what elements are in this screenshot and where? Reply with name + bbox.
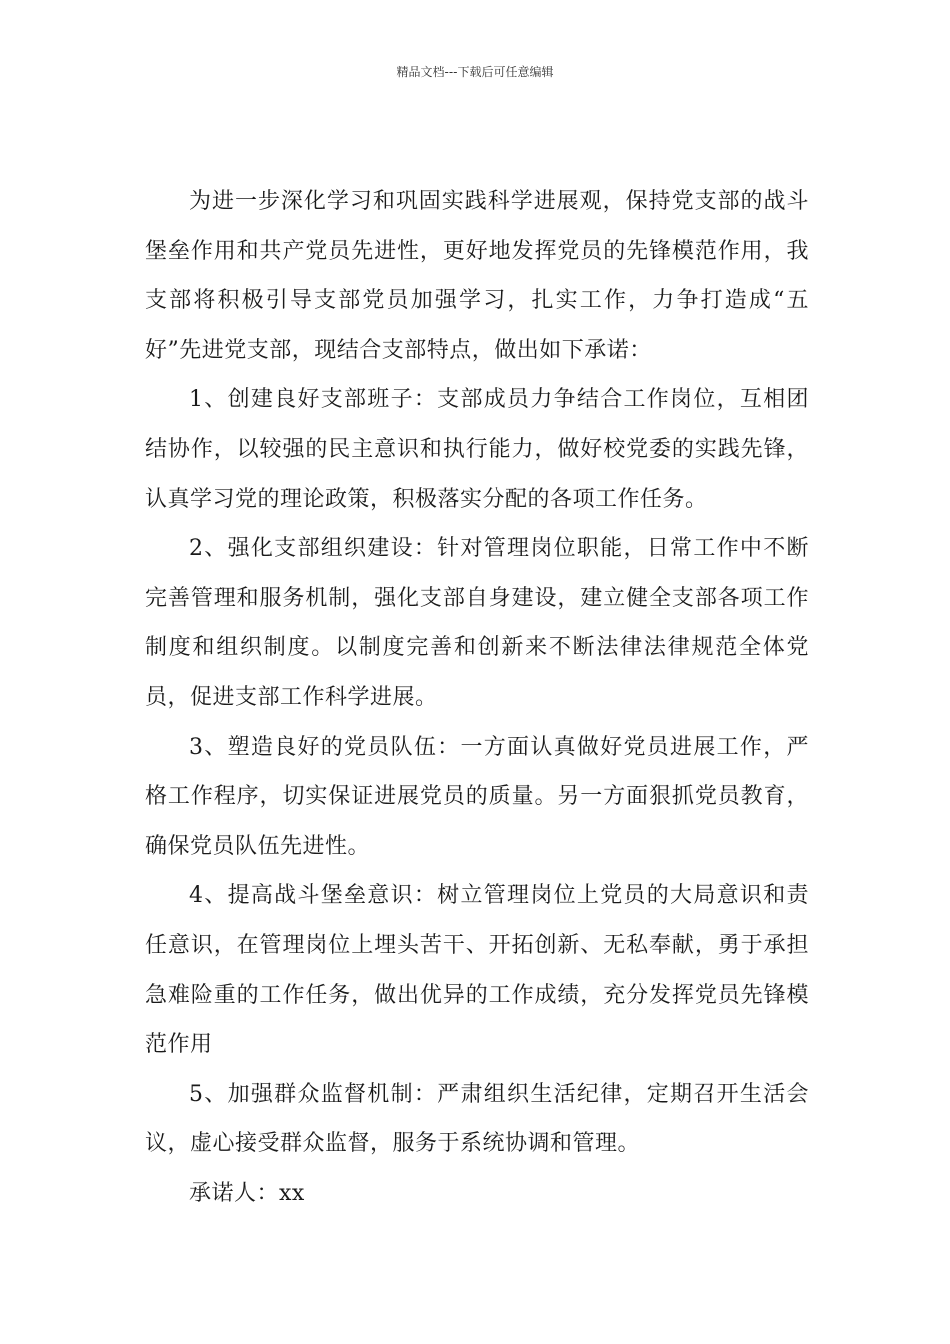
commitment-item-1: 1、创建良好支部班子：支部成员力争结合工作岗位，互相团结协作，以较强的民主意识和执行能力，做好校党委的实践先锋，认真学习党的理论政策，积极落实分配的各项工作任务。 xyxy=(145,387,809,512)
commitment-item-5: 5、加强群众监督机制：严肃组织生活纪律，定期召开生活会议，虚心接受群众监督，服务于系统协调和管理。 xyxy=(145,1081,809,1157)
commitment-item-2: 2、强化支部组织建设：针对管理岗位职能，日常工作中不断完善管理和服务机制，强化支部自身建设，建立健全支部各项工作制度和组织制度。以制度完善和创新来不断法律法律规范全体党员，促进支部工作科学进展。 xyxy=(145,536,809,710)
commitment-item-4: 4、提高战斗堡垒意识：树立管理岗位上党员的大局意识和责任意识，在管理岗位上埋头苦干、开拓创新、无私奉献，勇于承担急难险重的工作任务，做出优异的工作成绩，充分发挥党员先锋模范作用 xyxy=(145,883,809,1058)
page-header: 精品文档---下载后可任意编辑 xyxy=(396,65,554,79)
commitment-item-3: 3、塑造良好的党员队伍：一方面认真做好党员进展工作，严格工作程序，切实保证进展党员的质量。另一方面狠抓党员教育，确保党员队伍先进性。 xyxy=(145,734,809,859)
document-body xyxy=(145,177,809,1218)
signature-line: 承诺人：xx xyxy=(189,1180,305,1206)
intro-paragraph: 为进一步深化学习和巩固实践科学进展观，保持党支部的战斗堡垒作用和共产党员先进性，更好地发挥党员的先锋模范作用，我支部将积极引导支部党员加强学习，扎实工作，力争打造成“五好”先进党支部，现结合支部特点，做出如下承诺： xyxy=(145,189,809,363)
